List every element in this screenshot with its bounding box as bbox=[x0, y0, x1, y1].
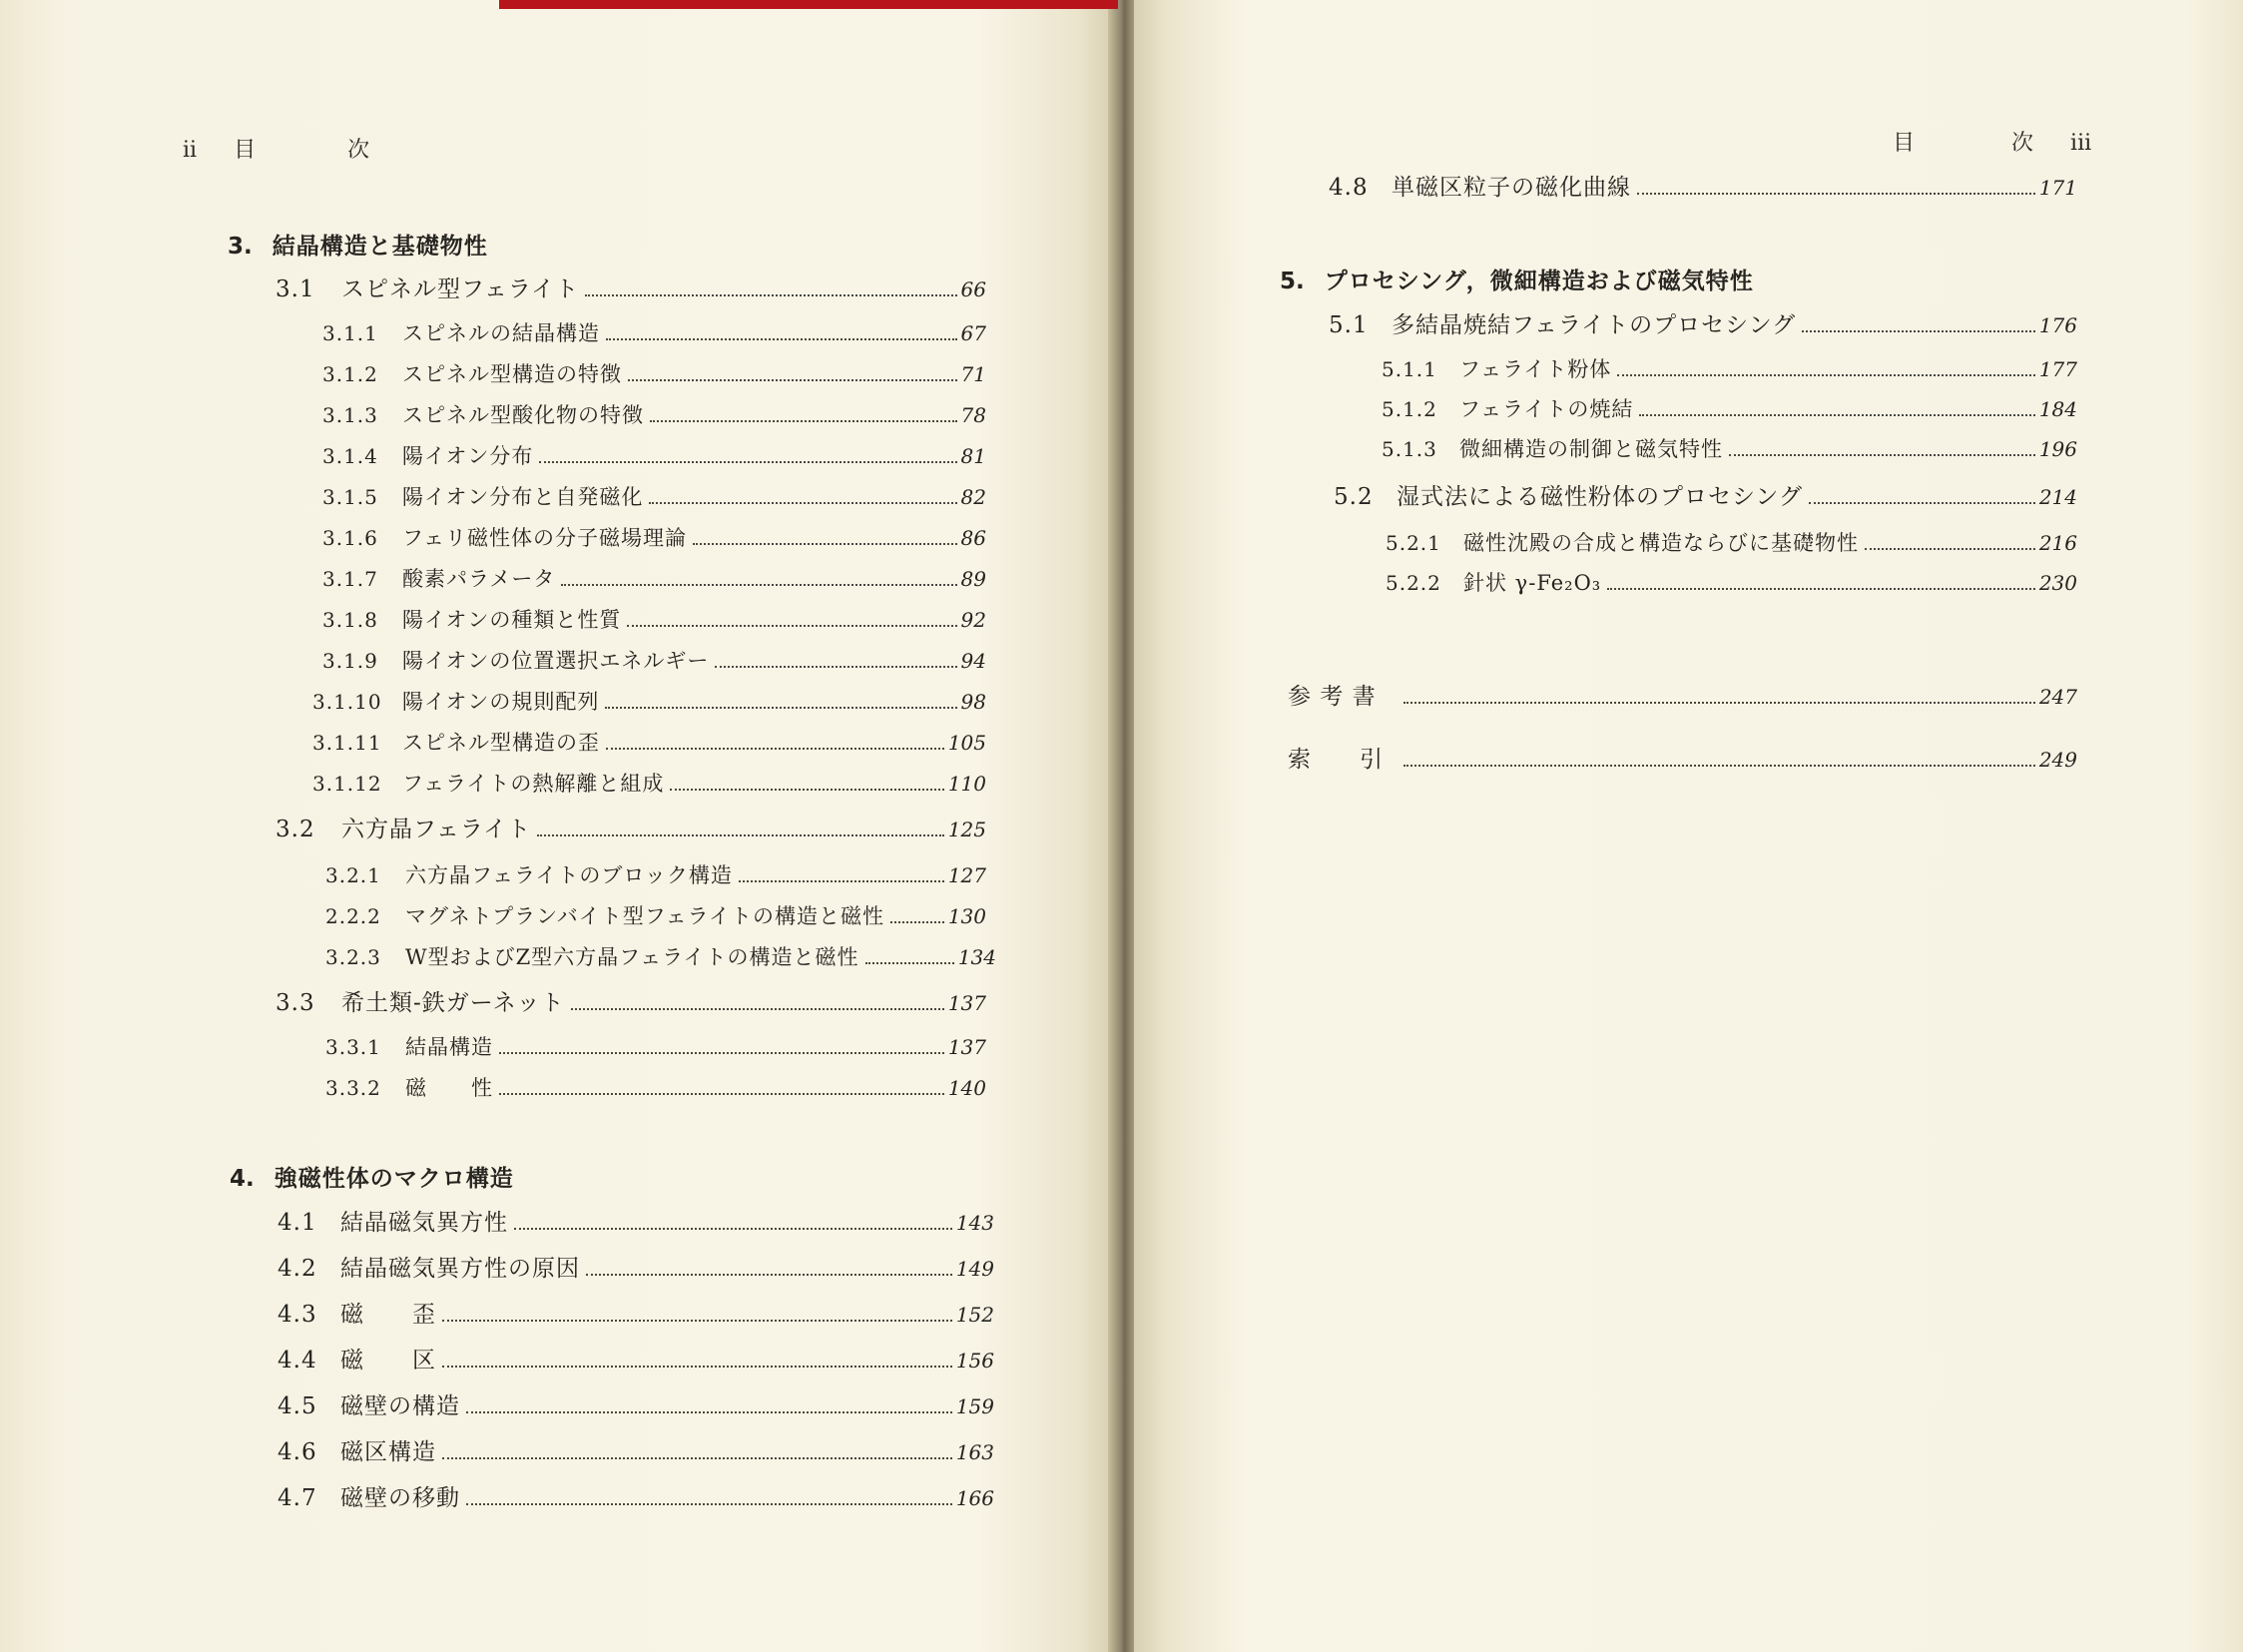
toc-entry[interactable] bbox=[278, 1435, 994, 1469]
leader-dots bbox=[1617, 374, 2034, 376]
toc-entry[interactable] bbox=[325, 1030, 986, 1064]
toc-left bbox=[0, 0, 1112, 1652]
chapter-5-heading[interactable] bbox=[1280, 264, 1754, 299]
leader-dots bbox=[650, 420, 957, 422]
section-title: 希土類-鉄ガーネット bbox=[341, 990, 565, 1016]
leader-dots bbox=[1607, 588, 2035, 590]
section-number: 3.3.1 bbox=[325, 1035, 381, 1059]
chapter-4-heading[interactable] bbox=[230, 1161, 514, 1197]
toc-entry[interactable] bbox=[325, 940, 996, 974]
leader-dots bbox=[649, 502, 956, 504]
toc-entry[interactable] bbox=[1382, 352, 2077, 386]
page-ref: 125 bbox=[947, 818, 986, 841]
section-number: 3.1.10 bbox=[312, 690, 382, 714]
section-number: 5.2 bbox=[1334, 484, 1374, 510]
section-title: 湿式法による磁性粉体のプロセシング bbox=[1397, 484, 1803, 510]
header-title-1: 目 bbox=[234, 138, 257, 163]
page-ref: 230 bbox=[2038, 571, 2077, 595]
section-title: 微細構造の制御と磁気特性 bbox=[1459, 437, 1723, 461]
toc-entry[interactable] bbox=[278, 1206, 994, 1240]
page-ref: 247 bbox=[2038, 685, 2077, 709]
section-title: 結晶構造 bbox=[405, 1035, 493, 1059]
page-ref: 89 bbox=[960, 567, 986, 591]
section-title: 索 引 bbox=[1288, 747, 1384, 773]
page-ref: 216 bbox=[2038, 531, 2077, 555]
header-title-2: 次 bbox=[347, 138, 370, 163]
section-number: 3.2 bbox=[276, 817, 315, 842]
leader-dots bbox=[715, 666, 956, 668]
leader-dots bbox=[466, 1503, 952, 1505]
section-number: 3.3.2 bbox=[325, 1076, 381, 1100]
section-number: 3.1.8 bbox=[322, 608, 378, 632]
leader-dots bbox=[1865, 548, 2035, 550]
leader-dots bbox=[693, 543, 957, 545]
page-ref: 152 bbox=[955, 1303, 994, 1327]
toc-entry[interactable] bbox=[278, 1481, 994, 1515]
section-title: 六方晶フェライト bbox=[341, 817, 532, 842]
section-number: 3.1.5 bbox=[322, 485, 378, 509]
page-ref: 105 bbox=[947, 731, 986, 755]
toc-entry[interactable] bbox=[325, 899, 986, 933]
toc-entry[interactable] bbox=[322, 398, 986, 432]
section-number: 3.1.3 bbox=[322, 403, 378, 427]
section-number: 3.1.6 bbox=[322, 526, 378, 550]
leader-dots bbox=[571, 1008, 944, 1010]
toc-entry[interactable] bbox=[1382, 392, 2077, 426]
section-title: 陽イオンの種類と性質 bbox=[402, 608, 622, 632]
page-ref: 159 bbox=[955, 1394, 994, 1418]
section-number: 5.2.2 bbox=[1386, 571, 1441, 595]
page-ref: 134 bbox=[957, 945, 996, 969]
section-number: 4.5 bbox=[278, 1393, 317, 1419]
section-title: 酸素パラメータ bbox=[402, 567, 556, 591]
section-title: 陽イオンの規則配列 bbox=[402, 690, 600, 714]
section-title: W型およびZ型六方晶フェライトの構造と磁性 bbox=[405, 945, 859, 969]
section-title: フェライト粉体 bbox=[1459, 357, 1612, 381]
section-number: 4.6 bbox=[278, 1439, 317, 1465]
leader-dots bbox=[1637, 193, 2035, 195]
section-number: 5.1 bbox=[1329, 312, 1369, 338]
leader-dots bbox=[561, 584, 956, 586]
leader-dots bbox=[865, 962, 954, 964]
page-ref: 166 bbox=[955, 1486, 994, 1510]
page-ref: 156 bbox=[955, 1349, 994, 1373]
leader-dots bbox=[539, 461, 956, 463]
leader-dots bbox=[1639, 414, 2034, 416]
leader-dots bbox=[606, 338, 957, 340]
toc-entry[interactable] bbox=[322, 316, 986, 350]
toc-entry[interactable] bbox=[312, 685, 986, 719]
toc-entry[interactable] bbox=[278, 1252, 994, 1286]
toc-entry[interactable] bbox=[325, 1071, 986, 1105]
toc-entry[interactable] bbox=[276, 273, 986, 306]
leader-dots bbox=[499, 1052, 944, 1054]
section-number: 3.1.11 bbox=[312, 731, 382, 755]
page-ref: 249 bbox=[2038, 748, 2077, 772]
leader-dots bbox=[605, 707, 956, 709]
section-number: 4.1 bbox=[278, 1210, 317, 1236]
section-number: 3.1.2 bbox=[322, 362, 378, 386]
section-title: 結晶磁気異方性 bbox=[340, 1210, 508, 1236]
page-ref: 184 bbox=[2038, 397, 2077, 421]
cover-edge bbox=[499, 0, 1118, 9]
section-number: 3.2.1 bbox=[325, 863, 381, 887]
section-title: スピネル型構造の歪 bbox=[402, 731, 600, 755]
leader-dots bbox=[466, 1411, 952, 1413]
leader-dots bbox=[670, 789, 943, 791]
leader-dots bbox=[606, 748, 944, 750]
page-ref: 163 bbox=[955, 1440, 994, 1464]
page-ref: 110 bbox=[947, 772, 986, 796]
leader-dots bbox=[585, 294, 956, 296]
page-ref: 71 bbox=[960, 362, 986, 386]
section-title: 磁壁の構造 bbox=[340, 1393, 460, 1419]
toc-entry[interactable] bbox=[312, 726, 986, 760]
toc-entry[interactable] bbox=[322, 603, 986, 637]
toc-entry[interactable] bbox=[278, 1298, 994, 1332]
toc-entry[interactable] bbox=[322, 439, 986, 473]
section-title: スピネル型構造の特徴 bbox=[402, 362, 622, 386]
section-number: 3.1.9 bbox=[322, 649, 378, 673]
section-number: 2.2.2 bbox=[325, 904, 381, 928]
toc-entry[interactable] bbox=[1288, 743, 2077, 777]
section-number: 3.1.1 bbox=[322, 321, 378, 345]
section-title: フェライトの熱解離と組成 bbox=[402, 772, 665, 796]
leader-dots bbox=[1809, 502, 2035, 504]
page-ref: 171 bbox=[2038, 176, 2077, 200]
left-page bbox=[0, 0, 1112, 1652]
toc-entry[interactable] bbox=[322, 357, 986, 391]
page-ref: 137 bbox=[947, 1035, 986, 1059]
section-number: 5.2.1 bbox=[1386, 531, 1441, 555]
right-page bbox=[1134, 0, 2243, 1652]
page-ref: 196 bbox=[2038, 437, 2077, 461]
leader-dots bbox=[1729, 454, 2035, 456]
toc-entry[interactable] bbox=[322, 521, 986, 555]
section-number: 3.1 bbox=[276, 276, 315, 302]
section-title: スピネル型酸化物の特徴 bbox=[402, 403, 644, 427]
toc-right bbox=[1134, 0, 2243, 1652]
page-ref: 66 bbox=[960, 277, 986, 301]
section-title: スピネルの結晶構造 bbox=[402, 321, 600, 345]
page-ref: 127 bbox=[947, 863, 986, 887]
section-title: 陽イオンの位置選択エネルギー bbox=[402, 649, 710, 673]
section-number: 5.1.3 bbox=[1382, 437, 1437, 461]
toc-entry[interactable] bbox=[276, 986, 986, 1020]
section-title: 磁性沈殿の合成と構造ならびに基礎物性 bbox=[1463, 531, 1859, 555]
toc-entry[interactable] bbox=[1288, 680, 2077, 714]
page-ref: 130 bbox=[947, 904, 986, 928]
toc-entry[interactable] bbox=[1334, 480, 2077, 514]
section-number: 4.2 bbox=[278, 1256, 317, 1282]
section-number: 3.1.12 bbox=[312, 772, 382, 796]
section-number: 4.8 bbox=[1329, 175, 1369, 201]
page-ref: 149 bbox=[955, 1257, 994, 1281]
section-title: 陽イオン分布 bbox=[402, 444, 534, 468]
toc-entry[interactable] bbox=[322, 644, 986, 678]
chapter-number: 4. bbox=[230, 1166, 255, 1192]
section-title: 磁壁の移動 bbox=[340, 1485, 460, 1511]
toc-entry[interactable] bbox=[1382, 432, 2077, 466]
leader-dots bbox=[499, 1093, 944, 1095]
leader-dots bbox=[1403, 765, 2035, 767]
page-ref: 143 bbox=[955, 1211, 994, 1235]
page-number: iii bbox=[2070, 131, 2092, 156]
page-ref: 82 bbox=[960, 485, 986, 509]
section-number: 3.1.7 bbox=[322, 567, 378, 591]
section-title: 磁区構造 bbox=[340, 1439, 436, 1465]
leader-dots bbox=[1802, 330, 2035, 332]
page-ref: 98 bbox=[960, 690, 986, 714]
toc-entry[interactable] bbox=[1386, 526, 2077, 560]
toc-entry[interactable] bbox=[322, 562, 986, 596]
page-ref: 214 bbox=[2038, 485, 2077, 509]
chapter-title: 強磁性体のマクロ構造 bbox=[274, 1166, 514, 1192]
section-title: 参 考 書 bbox=[1288, 684, 1377, 710]
leader-dots bbox=[586, 1274, 952, 1276]
page-number: ii bbox=[183, 138, 198, 163]
section-title: マグネトプランバイト型フェライトの構造と磁性 bbox=[405, 904, 885, 928]
section-title: フェリ磁性体の分子磁場理論 bbox=[402, 526, 687, 550]
leader-dots bbox=[1403, 702, 2035, 704]
page-ref: 140 bbox=[947, 1076, 986, 1100]
section-title: 単磁区粒子の磁化曲線 bbox=[1392, 175, 1631, 201]
leader-dots bbox=[628, 379, 957, 381]
leader-dots bbox=[627, 625, 956, 627]
page-ref: 94 bbox=[960, 649, 986, 673]
leader-dots bbox=[537, 834, 944, 836]
section-number: 4.4 bbox=[278, 1348, 317, 1374]
chapter-number: 5. bbox=[1280, 269, 1305, 294]
page-ref: 176 bbox=[2038, 313, 2077, 337]
page-ref: 137 bbox=[947, 991, 986, 1015]
header-title-1: 目 bbox=[1893, 131, 1916, 156]
toc-entry[interactable] bbox=[1329, 171, 2077, 205]
chapter-title: 結晶構造と基礎物性 bbox=[272, 234, 488, 260]
page-ref: 177 bbox=[2038, 357, 2077, 381]
page-ref: 86 bbox=[960, 526, 986, 550]
section-number: 3.1.4 bbox=[322, 444, 378, 468]
toc-entry[interactable] bbox=[1386, 566, 2077, 600]
leader-dots bbox=[442, 1320, 952, 1322]
section-title: スピネル型フェライト bbox=[341, 276, 580, 302]
header-title-2: 次 bbox=[2011, 131, 2034, 156]
toc-entry[interactable] bbox=[278, 1344, 994, 1377]
chapter-title: プロセシング，微細構造および磁気特性 bbox=[1324, 269, 1754, 294]
section-title: 磁 性 bbox=[405, 1076, 493, 1100]
chapter-3-heading[interactable] bbox=[228, 229, 488, 265]
section-number: 5.1.2 bbox=[1382, 397, 1437, 421]
section-number: 4.3 bbox=[278, 1302, 317, 1328]
leader-dots bbox=[442, 1366, 952, 1368]
section-title: 六方晶フェライトのブロック構造 bbox=[405, 863, 733, 887]
section-title: 磁 歪 bbox=[340, 1302, 436, 1328]
toc-entry[interactable] bbox=[276, 813, 986, 846]
page-ref: 67 bbox=[960, 321, 986, 345]
leader-dots bbox=[514, 1228, 952, 1230]
chapter-number: 3. bbox=[228, 234, 253, 260]
toc-entry[interactable] bbox=[278, 1389, 994, 1423]
section-number: 4.7 bbox=[278, 1485, 317, 1511]
section-number: 3.3 bbox=[276, 990, 315, 1016]
section-title: 多結晶焼結フェライトのプロセシング bbox=[1392, 312, 1797, 338]
section-title: 結晶磁気異方性の原因 bbox=[340, 1256, 580, 1282]
page-ref: 81 bbox=[960, 444, 986, 468]
page-ref: 92 bbox=[960, 608, 986, 632]
section-number: 5.1.1 bbox=[1382, 357, 1437, 381]
toc-entry[interactable] bbox=[312, 767, 986, 801]
leader-dots bbox=[739, 880, 944, 882]
leader-dots bbox=[442, 1457, 952, 1459]
section-title: 磁 区 bbox=[340, 1348, 436, 1374]
toc-entry[interactable] bbox=[322, 480, 986, 514]
section-title: フェライトの焼結 bbox=[1459, 397, 1634, 421]
section-title: 陽イオン分布と自発磁化 bbox=[402, 485, 644, 509]
section-number: 3.2.3 bbox=[325, 945, 381, 969]
leader-dots bbox=[890, 921, 944, 923]
toc-entry[interactable] bbox=[1329, 308, 2077, 342]
page-ref: 78 bbox=[960, 403, 986, 427]
section-title: 針状 γ-Fe₂O₃ bbox=[1463, 571, 1602, 595]
toc-entry[interactable] bbox=[325, 858, 986, 892]
